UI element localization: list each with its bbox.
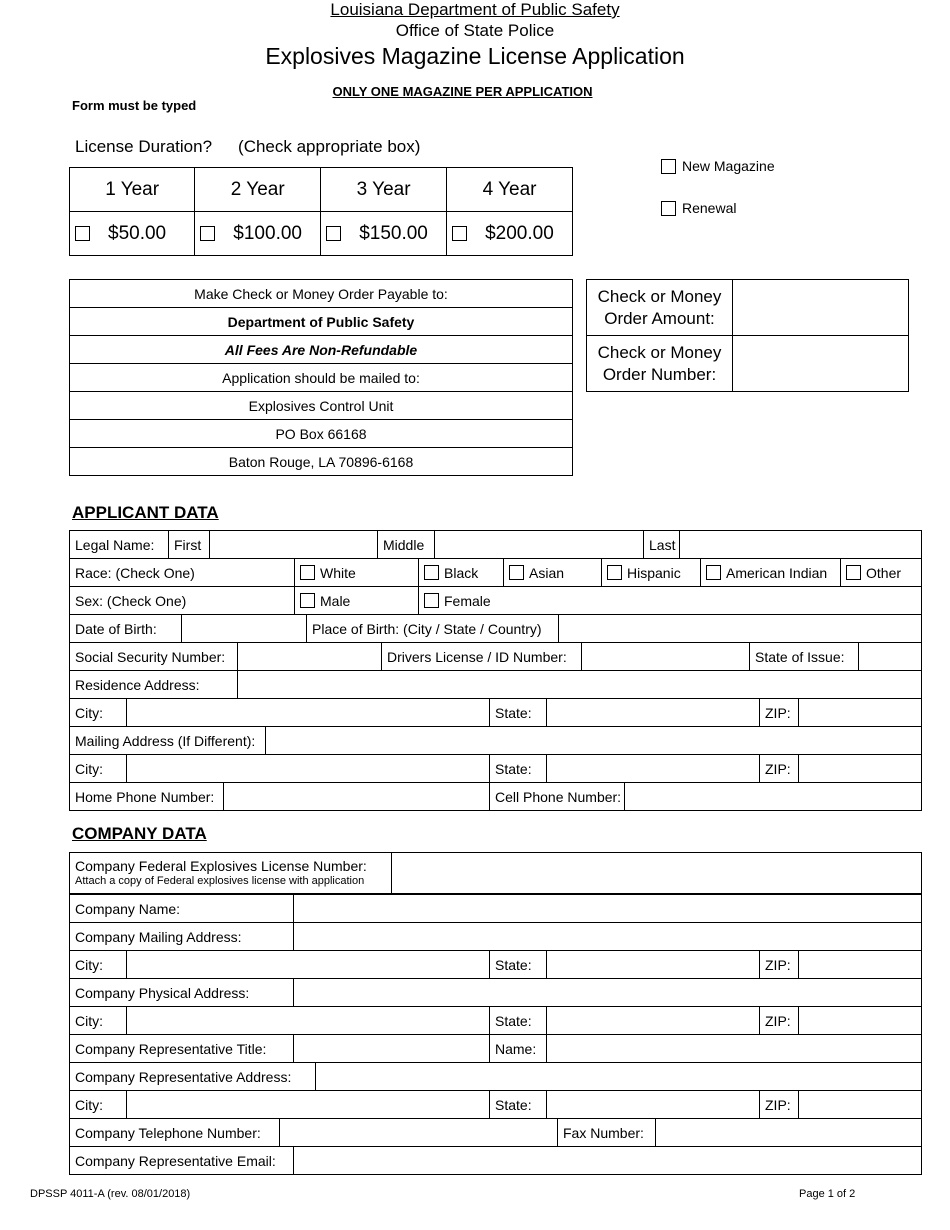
fee-option-4[interactable] <box>447 212 573 256</box>
race-black-label: Black <box>444 564 479 581</box>
legal-name-label: Legal Name: <box>70 531 169 559</box>
company-mailing-city-row <box>69 950 922 979</box>
ssn-label: Social Security Number: <box>70 643 238 671</box>
fee-4-checkbox[interactable] <box>452 226 467 241</box>
race-american-indian-label: American Indian <box>726 564 828 581</box>
company-physical-state-field[interactable] <box>547 1007 760 1035</box>
agency-name: Louisiana Department of Public Safety <box>330 0 620 19</box>
license-duration-question <box>75 137 420 157</box>
sex-male[interactable] <box>295 587 419 615</box>
form-id: DPSSP 4011-A (rev. 08/01/2018) <box>30 1188 191 1200</box>
company-mailing-field[interactable] <box>294 923 922 951</box>
duration-hint: (Check appropriate box) <box>238 137 421 156</box>
sex-female-label: Female <box>444 592 491 609</box>
check-amount-label: Check or Money Order Amount: <box>587 280 733 336</box>
race-black[interactable] <box>419 559 504 587</box>
company-physical-zip-field[interactable] <box>799 1007 922 1035</box>
race-white[interactable] <box>295 559 419 587</box>
rep-zip-label: ZIP: <box>760 1091 799 1119</box>
fee-option-3[interactable] <box>321 212 447 256</box>
non-refundable-note: All Fees Are Non-Refundable <box>70 336 573 364</box>
home-phone-field[interactable] <box>224 783 490 811</box>
company-physical-state-label: State: <box>490 1007 547 1035</box>
company-mailing-city-field[interactable] <box>127 951 490 979</box>
company-mailing-state-label: State: <box>490 951 547 979</box>
company-physical-row <box>69 978 922 1007</box>
fax-field[interactable] <box>656 1119 922 1147</box>
race-asian-label: Asian <box>529 564 565 581</box>
race-american-indian-checkbox[interactable] <box>706 565 721 580</box>
company-name-row <box>69 894 922 923</box>
mailing-state-field[interactable] <box>547 755 760 783</box>
mailing-city-row <box>69 754 922 783</box>
rep-city-label: City: <box>70 1091 127 1119</box>
company-mailing-zip-field[interactable] <box>799 951 922 979</box>
fee-3-price: $150.00 <box>359 222 428 244</box>
company-mailing-zip-label: ZIP: <box>760 951 799 979</box>
rep-city-field[interactable] <box>127 1091 490 1119</box>
company-name-field[interactable] <box>294 895 922 923</box>
company-physical-city-label: City: <box>70 1007 127 1035</box>
cell-phone-field[interactable] <box>625 783 922 811</box>
race-asian-checkbox[interactable] <box>509 565 524 580</box>
mailing-zip-field[interactable] <box>799 755 922 783</box>
fax-label: Fax Number: <box>558 1119 656 1147</box>
middle-name-field[interactable] <box>435 531 644 559</box>
check-amount-field[interactable] <box>733 280 909 336</box>
rep-title-label: Company Representative Title: <box>70 1035 294 1063</box>
year-1-header: 1 Year <box>70 168 195 212</box>
company-physical-city-field[interactable] <box>127 1007 490 1035</box>
fee-option-1[interactable] <box>70 212 195 256</box>
state-issue-label: State of Issue: <box>750 643 859 671</box>
dl-field[interactable] <box>582 643 750 671</box>
rep-address-row <box>69 1062 922 1091</box>
sex-row <box>69 586 922 615</box>
company-physical-zip-label: ZIP: <box>760 1007 799 1035</box>
fel-label: Company Federal Explosives License Number: <box>75 858 367 874</box>
payable-to-label: Make Check or Money Order Payable to: <box>70 280 573 308</box>
license-fee-table <box>69 167 573 256</box>
pob-field[interactable] <box>559 615 922 643</box>
company-mailing-city-label: City: <box>70 951 127 979</box>
applicant-heading: APPLICANT DATA <box>72 503 219 522</box>
mailing-label: Mailing Address (If Different): <box>70 727 266 755</box>
fee-2-price: $100.00 <box>233 222 302 244</box>
year-3-header: 3 Year <box>321 168 447 212</box>
typed-note: Form must be typed <box>72 98 197 113</box>
company-physical-city-row <box>69 1006 922 1035</box>
dob-field[interactable] <box>182 615 307 643</box>
race-american-indian[interactable] <box>701 559 841 587</box>
race-white-checkbox[interactable] <box>300 565 315 580</box>
residence-label: Residence Address: <box>70 671 238 699</box>
fee-option-2[interactable] <box>195 212 321 256</box>
first-name-label: First <box>169 531 210 559</box>
duration-label: License Duration? <box>75 137 213 156</box>
check-number-label: Check or Money Order Number: <box>587 336 733 392</box>
race-black-checkbox[interactable] <box>424 565 439 580</box>
company-phone-label: Company Telephone Number: <box>70 1119 280 1147</box>
renewal-label: Renewal <box>682 200 737 216</box>
rep-title-field[interactable] <box>294 1035 490 1063</box>
last-name-label: Last <box>644 531 680 559</box>
rep-name-field[interactable] <box>547 1035 922 1063</box>
rep-zip-field[interactable] <box>799 1091 922 1119</box>
home-phone-label: Home Phone Number: <box>70 783 224 811</box>
fee-1-price: $50.00 <box>108 222 167 244</box>
company-mailing-state-field[interactable] <box>547 951 760 979</box>
rep-address-label: Company Representative Address: <box>70 1063 316 1091</box>
residence-zip-field[interactable] <box>799 699 922 727</box>
new-magazine-label: New Magazine <box>682 158 775 174</box>
race-hispanic-label: Hispanic <box>627 564 681 581</box>
race-row <box>69 558 922 587</box>
id-row <box>69 642 922 671</box>
company-name-label: Company Name: <box>70 895 294 923</box>
check-info-table <box>586 279 909 392</box>
office-name: Office of State Police <box>395 21 555 40</box>
payment-info-table <box>69 279 573 476</box>
company-physical-label: Company Physical Address: <box>70 979 294 1007</box>
fee-2-checkbox[interactable] <box>200 226 215 241</box>
new-magazine-option[interactable] <box>661 158 775 174</box>
check-number-field[interactable] <box>733 336 909 392</box>
year-4-header: 4 Year <box>447 168 573 212</box>
phone-row <box>69 782 922 811</box>
applicant-name-row <box>69 530 922 559</box>
payee-name: Department of Public Safety <box>70 308 573 336</box>
rep-state-field[interactable] <box>547 1091 760 1119</box>
mailing-state-label: State: <box>490 755 547 783</box>
dl-label: Drivers License / ID Number: <box>382 643 582 671</box>
company-heading: COMPANY DATA <box>72 824 207 843</box>
ssn-field[interactable] <box>238 643 382 671</box>
rep-city-row <box>69 1090 922 1119</box>
one-magazine-note: ONLY ONE MAGAZINE PER APPLICATION <box>332 84 593 99</box>
mailing-zip-label: ZIP: <box>760 755 799 783</box>
renewal-option[interactable] <box>661 200 736 216</box>
race-white-label: White <box>320 564 356 581</box>
dob-label: Date of Birth: <box>70 615 182 643</box>
fee-4-price: $200.00 <box>485 222 554 244</box>
residence-field[interactable] <box>238 671 922 699</box>
race-other[interactable] <box>841 559 922 587</box>
race-label: Race: (Check One) <box>70 559 295 587</box>
state-issue-field[interactable] <box>859 643 922 671</box>
residence-state-label: State: <box>490 699 547 727</box>
page-number: Page 1 of 2 <box>799 1188 856 1200</box>
mailing-row <box>69 726 922 755</box>
sex-male-label: Male <box>320 592 351 609</box>
race-hispanic[interactable] <box>602 559 701 587</box>
race-other-checkbox[interactable] <box>846 565 861 580</box>
rep-name-label: Name: <box>490 1035 547 1063</box>
company-mailing-label: Company Mailing Address: <box>70 923 294 951</box>
mailing-field[interactable] <box>266 727 922 755</box>
residence-city-field[interactable] <box>127 699 490 727</box>
residence-city-row <box>69 698 922 727</box>
pob-label: Place of Birth: (City / State / Country) <box>307 615 559 643</box>
new-magazine-checkbox[interactable] <box>661 159 676 174</box>
rep-title-row <box>69 1034 922 1063</box>
company-physical-field[interactable] <box>294 979 922 1007</box>
rep-email-row <box>69 1146 922 1175</box>
company-phone-field[interactable] <box>280 1119 558 1147</box>
rep-email-label: Company Representative Email: <box>70 1147 294 1175</box>
residence-zip-label: ZIP: <box>760 699 799 727</box>
mail-unit: Explosives Control Unit <box>70 392 573 420</box>
sex-female[interactable] <box>419 587 922 615</box>
race-hispanic-checkbox[interactable] <box>607 565 622 580</box>
renewal-checkbox[interactable] <box>661 201 676 216</box>
first-name-field[interactable] <box>210 531 378 559</box>
mail-to-label: Application should be mailed to: <box>70 364 573 392</box>
fee-1-checkbox[interactable] <box>75 226 90 241</box>
last-name-field[interactable] <box>680 531 922 559</box>
mailing-city-field[interactable] <box>127 755 490 783</box>
fel-note: Attach a copy of Federal explosives license with application <box>75 875 365 887</box>
fee-3-checkbox[interactable] <box>326 226 341 241</box>
sex-label: Sex: (Check One) <box>70 587 295 615</box>
rep-email-field[interactable] <box>294 1147 922 1175</box>
sex-female-checkbox[interactable] <box>424 593 439 608</box>
residence-row <box>69 670 922 699</box>
page-title: Explosives Magazine License Application <box>265 43 685 69</box>
race-other-label: Other <box>866 564 902 581</box>
year-2-header: 2 Year <box>195 168 321 212</box>
company-phone-row <box>69 1118 922 1147</box>
birth-row <box>69 614 922 643</box>
rep-address-field[interactable] <box>316 1063 922 1091</box>
company-mailing-row <box>69 922 922 951</box>
middle-name-label: Middle <box>378 531 435 559</box>
mailing-city-label: City: <box>70 755 127 783</box>
residence-state-field[interactable] <box>547 699 760 727</box>
fel-label-cell <box>70 853 392 894</box>
fel-row <box>69 852 922 894</box>
residence-city-label: City: <box>70 699 127 727</box>
fel-field[interactable] <box>392 853 922 894</box>
race-asian[interactable] <box>504 559 602 587</box>
mail-po-box: PO Box 66168 <box>70 420 573 448</box>
rep-state-label: State: <box>490 1091 547 1119</box>
mail-city-zip: Baton Rouge, LA 70896-6168 <box>70 448 573 476</box>
sex-male-checkbox[interactable] <box>300 593 315 608</box>
cell-phone-label: Cell Phone Number: <box>490 783 625 811</box>
